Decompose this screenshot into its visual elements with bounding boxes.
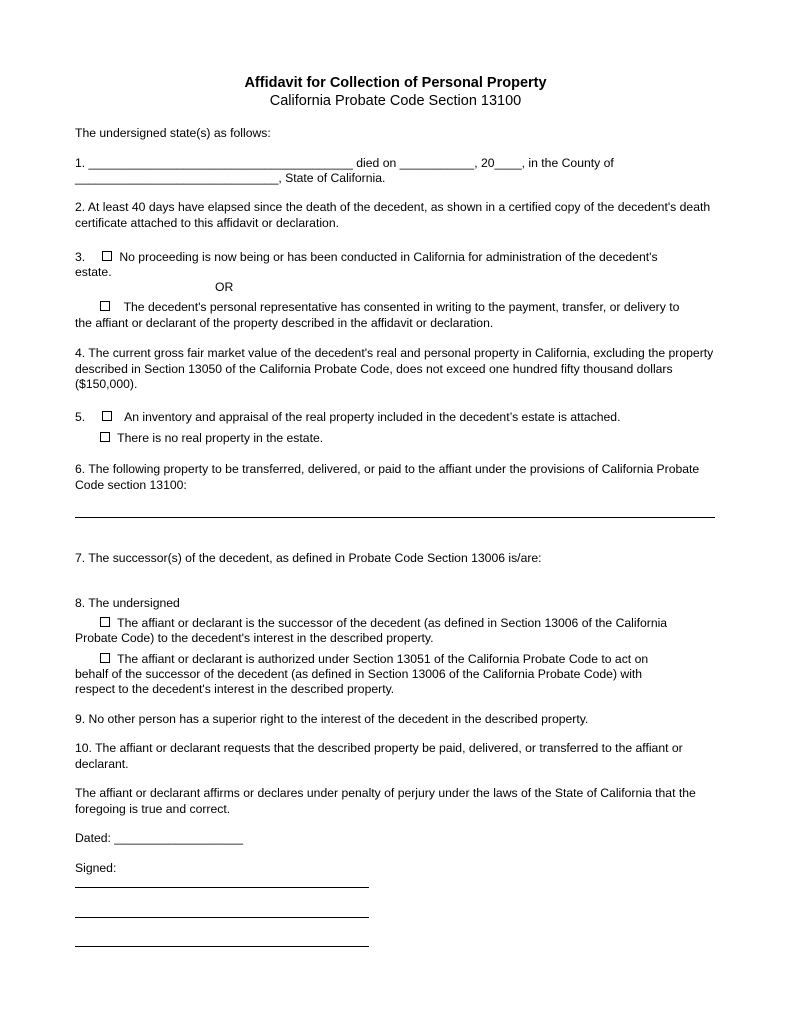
item3-option-a <box>75 250 658 265</box>
signed-label: Signed: <box>75 861 117 875</box>
item7-text: 7. The successor(s) of the decedent, as defined in Probate Code Section 13006 is/are: <box>75 551 542 565</box>
item8-option-b-line3: respect to the decedent's interest in the described property. <box>75 682 395 696</box>
property-description-line[interactable] <box>75 517 715 518</box>
item5-option-a-text: An inventory and appraisal of the real property included in the decedent’s estate is attached. <box>124 410 621 424</box>
item9-text: 9. No other person has a superior right to the interest of the decedent in the described property. <box>75 712 589 726</box>
item5-option-a <box>75 410 620 425</box>
checkbox-no-proceeding[interactable] <box>102 251 112 261</box>
item4-text: 4. The current gross fair market value of the decedent's real and personal property in California, excluding the property described in Section 13050 of the California Probate Code, does not exceed one hundred fifty thousand dollars ($150,000). <box>75 346 714 391</box>
item6-text: 6. The following property to be transferred, delivered, or paid to the affiant under the provisions of California Probate Code section 13100: <box>75 462 700 492</box>
item2-text: 2. At least 40 days have elapsed since the death of the decedent, as shown in a certified copy of the decedent's death certificate attached to this affidavit or declaration. <box>75 200 711 230</box>
checkbox-affiant-authorized[interactable] <box>100 653 110 663</box>
item1-line1: 1. _______________________________________ died on ___________, 20____, in the County of <box>75 156 614 170</box>
checkbox-no-real-property[interactable] <box>100 432 110 442</box>
item8-option-b-line2: behalf of the successor of the decedent (as defined in Section 13006 of the California Probate Code) with <box>75 667 643 681</box>
item8-option-b <box>100 652 648 667</box>
item10-text: 10. The affiant or declarant requests that the described property be paid, delivered, or transferred to the affiant or declarant. <box>75 741 683 771</box>
item3-option-b-line2: the affiant or declarant of the property described in the affidavit or declaration. <box>75 316 494 330</box>
item5-option-b <box>100 431 323 446</box>
item3-option-b-text: The decedent's personal representative has consented in writing to the payment, transfer, or delivery to <box>123 300 680 314</box>
item8-option-a-text: The affiant or declarant is the successor of the decedent (as defined in Section 13006 of the California <box>117 616 668 630</box>
signature-line-1[interactable] <box>75 887 369 888</box>
item1-line2: ______________________________, State of California. <box>75 171 386 185</box>
checkbox-representative-consented[interactable] <box>100 301 110 311</box>
item5-number: 5. <box>75 410 86 424</box>
checkbox-inventory-attached[interactable] <box>102 411 112 421</box>
signature-line-2[interactable] <box>75 917 369 918</box>
item3-or: OR <box>215 280 234 294</box>
intro-text: The undersigned state(s) as follows: <box>75 126 271 140</box>
checkbox-affiant-is-successor[interactable] <box>100 617 110 627</box>
item3-option-b <box>100 300 679 315</box>
item8-option-a <box>100 616 667 631</box>
document-title: Affidavit for Collection of Personal Property <box>244 75 547 91</box>
item8-option-a-line2: Probate Code) to the decedent's interest in the described property. <box>75 631 434 645</box>
item8-heading: 8. The undersigned <box>75 596 180 610</box>
item3-option-a-line2: estate. <box>75 265 112 279</box>
item3-number: 3. <box>75 250 86 264</box>
signature-line-3[interactable] <box>75 946 369 947</box>
document-subtitle: California Probate Code Section 13100 <box>269 93 522 109</box>
item8-option-b-text: The affiant or declarant is authorized under Section 13051 of the California Probate Code to act on <box>117 652 649 666</box>
dated-field[interactable]: Dated: ___________________ <box>75 831 244 845</box>
item5-option-b-text: There is no real property in the estate. <box>117 431 324 445</box>
item3-option-a-text: No proceeding is now being or has been conducted in California for administration of the decedent's <box>119 250 658 264</box>
affirmation-text: The affiant or declarant affirms or declares under penalty of perjury under the laws of the State of California that the foregoing is true and correct. <box>75 786 696 816</box>
